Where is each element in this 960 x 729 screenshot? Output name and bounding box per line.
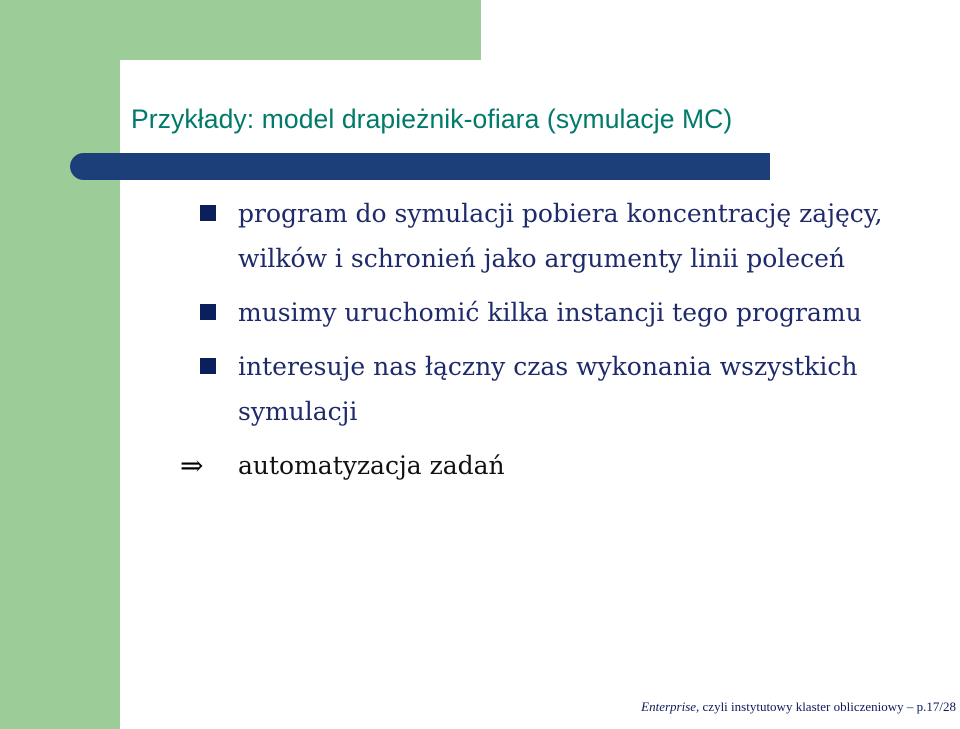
list-item-line: interesuje nas łączny czas wykonania wszystkich — [238, 352, 858, 381]
list-item-line: symulacji — [238, 397, 358, 426]
list-item-text — [238, 290, 938, 335]
green-top-band — [0, 0, 481, 60]
slide-footer — [641, 699, 956, 715]
square-bullet-icon — [200, 205, 216, 221]
list-item-line: wilków i schronień jako argumenty linii poleceń — [238, 244, 846, 273]
list-item-line: automatyzacja zadań — [238, 451, 505, 480]
footer-text: , czyli instytutowy klaster obliczeniowy — [696, 699, 904, 714]
slide-title: Przykłady: model drapieżnik-ofiara (symulacje MC) — [131, 104, 733, 134]
square-bullet-icon — [200, 358, 216, 374]
list-item-text — [238, 191, 938, 281]
list-item-text — [238, 344, 938, 434]
footer-emphasis: Enterprise — [641, 699, 697, 714]
list-item-line: program do symulacji pobiera koncentrację zajęcy, — [238, 199, 883, 228]
implies-arrow-icon: ⇒ — [180, 449, 204, 482]
list-item-line: musimy uruchomić kilka instancji tego programu — [238, 298, 862, 327]
green-side-band — [0, 0, 120, 729]
square-bullet-icon — [200, 304, 216, 320]
page-number: – p.17/28 — [906, 699, 956, 714]
list-item-text — [238, 443, 938, 488]
title-underline-bar — [70, 153, 770, 180]
